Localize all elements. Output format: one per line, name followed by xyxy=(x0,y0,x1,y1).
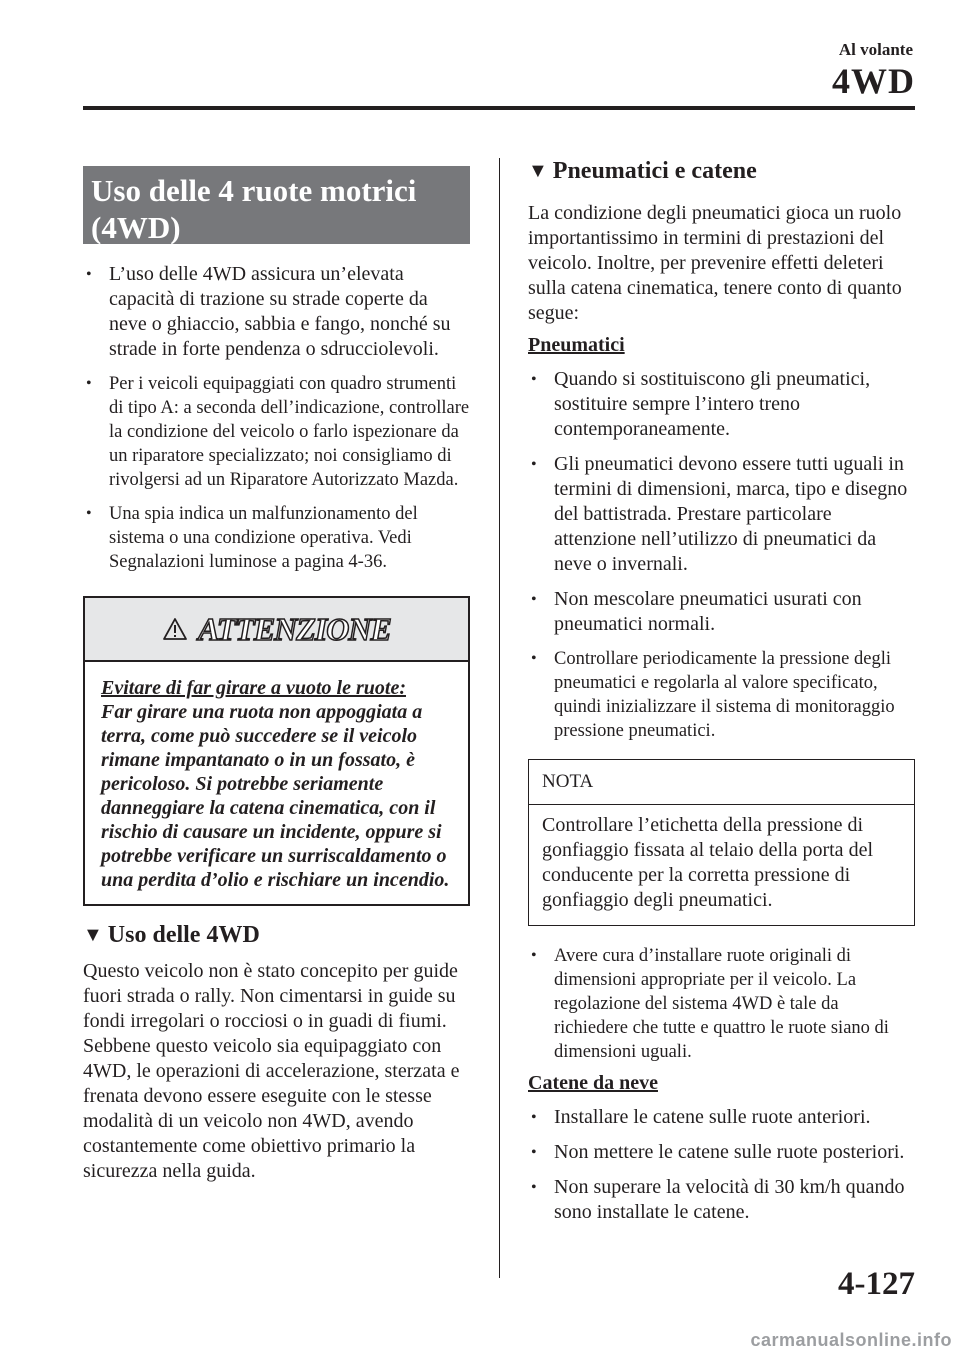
list-item: • Quando si sostituiscono gli pneumatici, sostituire sempre l’intero treno contemporaneamente. xyxy=(528,367,915,442)
list-item: • Non mescolare pneumatici usurati con pneumatici normali. xyxy=(528,587,915,637)
watermark: carmanualsonline.info xyxy=(750,1330,952,1350)
sub-heading-text: Pneumatici e catene xyxy=(552,158,757,184)
note-title: NOTA xyxy=(529,760,914,805)
note-box xyxy=(528,759,915,926)
page-number: 4-127 xyxy=(838,1266,915,1302)
warning-body xyxy=(85,662,468,904)
warning-title: ATTENZIONE xyxy=(198,610,391,647)
list-item: • Per i veicoli equipaggiati con quadro strumenti di tipo A: a seconda dell’indicazione, controllare la condizione del veicolo o farlo ispezionare da un riparatore specializzato; noi consigliamo di rivolgersi ad un Riparatore Autorizzato Mazda. xyxy=(83,372,470,492)
chain-bullet-list xyxy=(528,1105,915,1225)
warning-triangle-icon xyxy=(162,617,188,641)
intro-paragraph: La condizione degli pneumatici gioca un ruolo importantissimo in termini di prestazioni del veicolo. Inoltre, per prevenire effetti deleteri sulla catena cinematica, tenere conto di quanto segue: xyxy=(528,202,902,324)
list-item: • Controllare periodicamente la pressione degli pneumatici e regolarla al valore specificato, quindi inizializzare il sistema di monitoraggio pressione pneumatici. xyxy=(528,647,915,743)
sub-heading-tires-chains xyxy=(528,158,915,185)
wheel-bullet-list xyxy=(528,944,915,1064)
section-title-line2: (4WD) xyxy=(91,210,181,245)
section-label: 4WD xyxy=(832,61,915,101)
tire-bullet-list xyxy=(528,367,915,743)
warning-header xyxy=(85,598,468,662)
sub-heading-4wd-use xyxy=(83,922,470,949)
list-item: • Gli pneumatici devono essere tutti uguali in termini di dimensioni, marca, tipo e disegno del battistrada. Prestare particolare attenzione nell’utilizzo di pneumatici da neve o invernali. xyxy=(528,452,915,577)
tires-label: Pneumatici xyxy=(528,334,625,356)
paragraph: Questo veicolo non è stato concepito per guide fuori strada o rally. Non cimentarsi in guide su fondi irregolari o rocciosi o in guadi di fiumi. xyxy=(83,960,458,1032)
warning-box xyxy=(83,596,470,906)
list-item: • Installare le catene sulle ruote anteriori. xyxy=(528,1105,915,1130)
triangle-down-icon: ▼ xyxy=(83,924,103,946)
triangle-down-icon: ▼ xyxy=(528,160,548,182)
section-title xyxy=(83,166,470,244)
note-body: Controllare l’etichetta della pressione di gonfiaggio fissata al telaio della porta del conducente per la corretta pressione di gonfiaggio degli pneumatici. xyxy=(542,814,873,911)
right-column xyxy=(528,158,915,1225)
list-item: • Una spia indica un malfunzionamento del sistema o una condizione operativa. Vedi Segnalazioni luminose a pagina 4-36. xyxy=(83,502,470,574)
chains-label: Catene da neve xyxy=(528,1072,658,1094)
left-column xyxy=(83,166,470,1184)
section-title-line1: Uso delle 4 ruote motrici xyxy=(91,173,417,208)
warning-text: Far girare una ruota non appoggiata a terra, come può succedere se il veicolo rimane impantanato o in un fossato, è pericoloso. Si potrebbe seriamente danneggiare la catena cinematica, con il rischio di causare un incidente, oppure si potrebbe verificare un surriscaldamento o una perdita d’olio e rischiare un incendio. xyxy=(101,701,450,891)
warning-lead: Evitare di far girare a vuoto le ruote: xyxy=(101,677,406,699)
list-item: • Avere cura d’installare ruote originali di dimensioni appropriate per il veicolo. La regolazione del sistema 4WD è tale da richiedere che tutte e quattro le ruote siano di dimensioni uguali. xyxy=(528,944,915,1064)
chapter-label: Al volante xyxy=(838,40,913,59)
intro-bullet-list xyxy=(83,262,470,574)
sub-heading-text: Uso delle 4WD xyxy=(107,922,260,948)
list-item: • Non superare la velocità di 30 km/h quando sono installate le catene. xyxy=(528,1175,915,1225)
column-divider xyxy=(499,158,500,1278)
paragraph: Sebbene questo veicolo sia equipaggiato con 4WD, le operazioni di accelerazione, sterzata e frenata devono essere eseguite con le stesse modalità di un veicolo non 4WD, avendo costantemente come obiettivo primario la sicurezza nella guida. xyxy=(83,1035,460,1182)
header-rule xyxy=(83,106,915,110)
list-item: • L’uso delle 4WD assicura un’elevata capacità di trazione su strade coperte da neve o ghiaccio, sabbia e fango, nonché su strade in forte pendenza o sdrucciolevoli. xyxy=(83,262,470,362)
list-item: • Non mettere le catene sulle ruote posteriori. xyxy=(528,1140,915,1165)
